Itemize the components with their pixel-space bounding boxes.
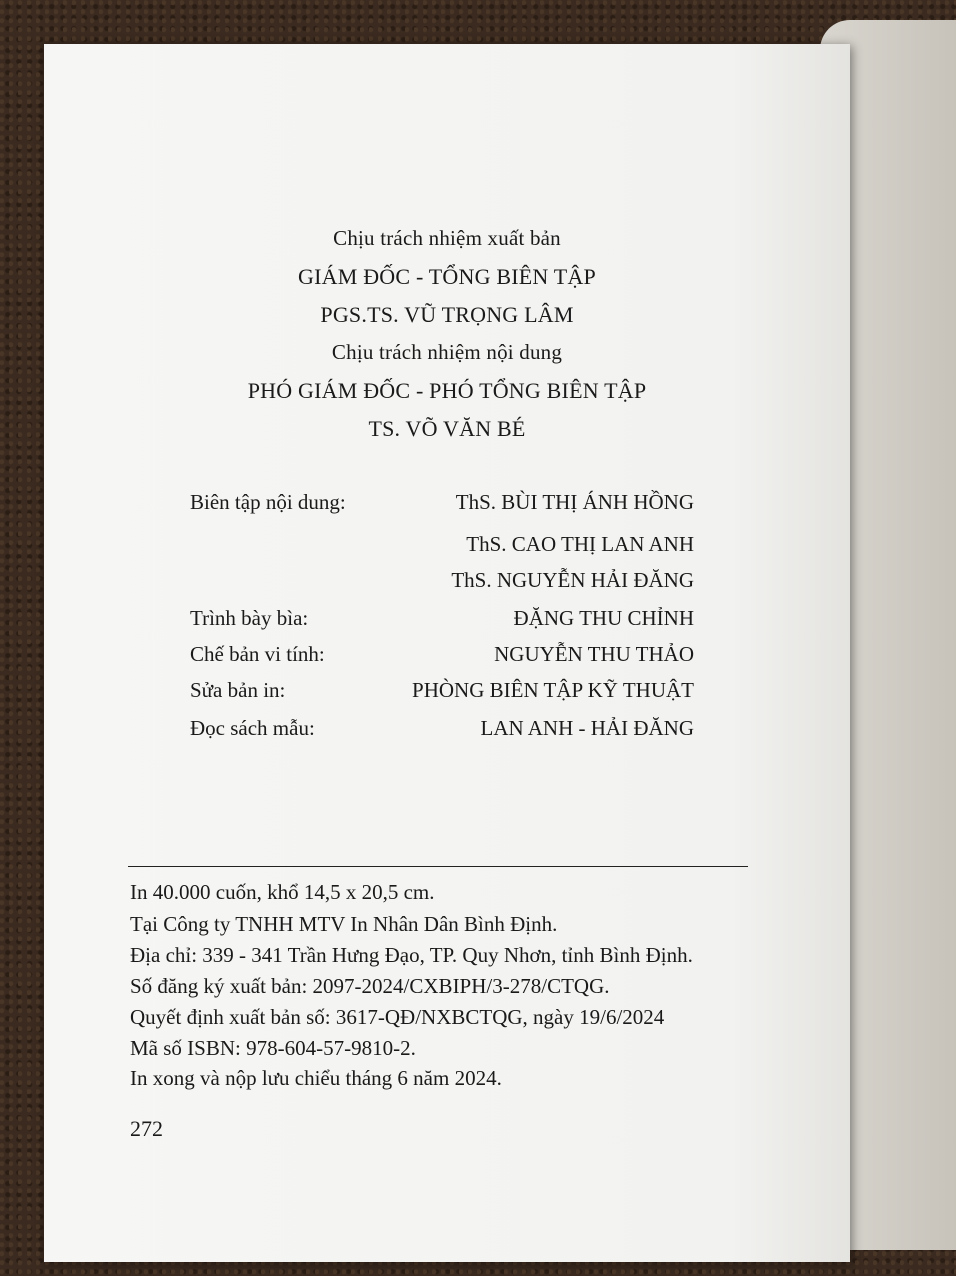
- credit-value: LAN ANH - HẢI ĐĂNG: [480, 716, 694, 740]
- credit-label: Đọc sách mẫu:: [190, 716, 315, 740]
- page-number: 272: [130, 1116, 163, 1141]
- credit-value: ThS. BÙI THỊ ÁNH HỒNG: [455, 490, 694, 514]
- content-title: PHÓ GIÁM ĐỐC - PHÓ TỔNG BIÊN TẬP: [247, 378, 647, 403]
- credit-label: Trình bày bìa:: [190, 606, 309, 630]
- credit-value: ĐẶNG THU CHỈNH: [513, 606, 694, 630]
- imprint-line: In xong và nộp lưu chiểu tháng 6 năm 2024.: [130, 1066, 502, 1090]
- credit-value: ThS. CAO THỊ LAN ANH: [466, 532, 694, 556]
- publishing-name: PGS.TS. VŨ TRỌNG LÂM: [320, 302, 574, 327]
- divider-line: [128, 866, 748, 867]
- credit-label: Chế bản vi tính:: [190, 642, 325, 666]
- imprint-line: Quyết định xuất bản số: 3617-QĐ/NXBCTQG, ngày 19/6/2024: [130, 1005, 665, 1029]
- publishing-title: GIÁM ĐỐC - TỔNG BIÊN TẬP: [298, 264, 596, 289]
- imprint-line: Tại Công ty TNHH MTV In Nhân Dân Bình Định.: [130, 912, 558, 936]
- book-page: [44, 44, 850, 1262]
- credit-label: Biên tập nội dung:: [190, 490, 346, 514]
- imprint-line: In 40.000 cuốn, khổ 14,5 x 20,5 cm.: [130, 880, 435, 904]
- credit-value: NGUYỄN THU THẢO: [494, 642, 694, 666]
- content-name: TS. VÕ VĂN BÉ: [368, 416, 526, 441]
- imprint-line: Số đăng ký xuất bản: 2097-2024/CXBIPH/3-278/CTQG.: [130, 974, 610, 998]
- credit-value: PHÒNG BIÊN TẬP KỸ THUẬT: [412, 678, 694, 702]
- imprint-line: Địa chỉ: 339 - 341 Trần Hưng Đạo, TP. Quy Nhơn, tỉnh Bình Định.: [130, 943, 693, 967]
- credit-value: ThS. NGUYỄN HẢI ĐĂNG: [451, 568, 694, 592]
- content-responsibility-label: Chịu trách nhiệm nội dung: [331, 340, 563, 364]
- publishing-responsibility-label: Chịu trách nhiệm xuất bản: [333, 226, 561, 250]
- imprint-line: Mã số ISBN: 978-604-57-9810-2.: [130, 1036, 416, 1060]
- credit-label: Sửa bản in:: [190, 678, 286, 702]
